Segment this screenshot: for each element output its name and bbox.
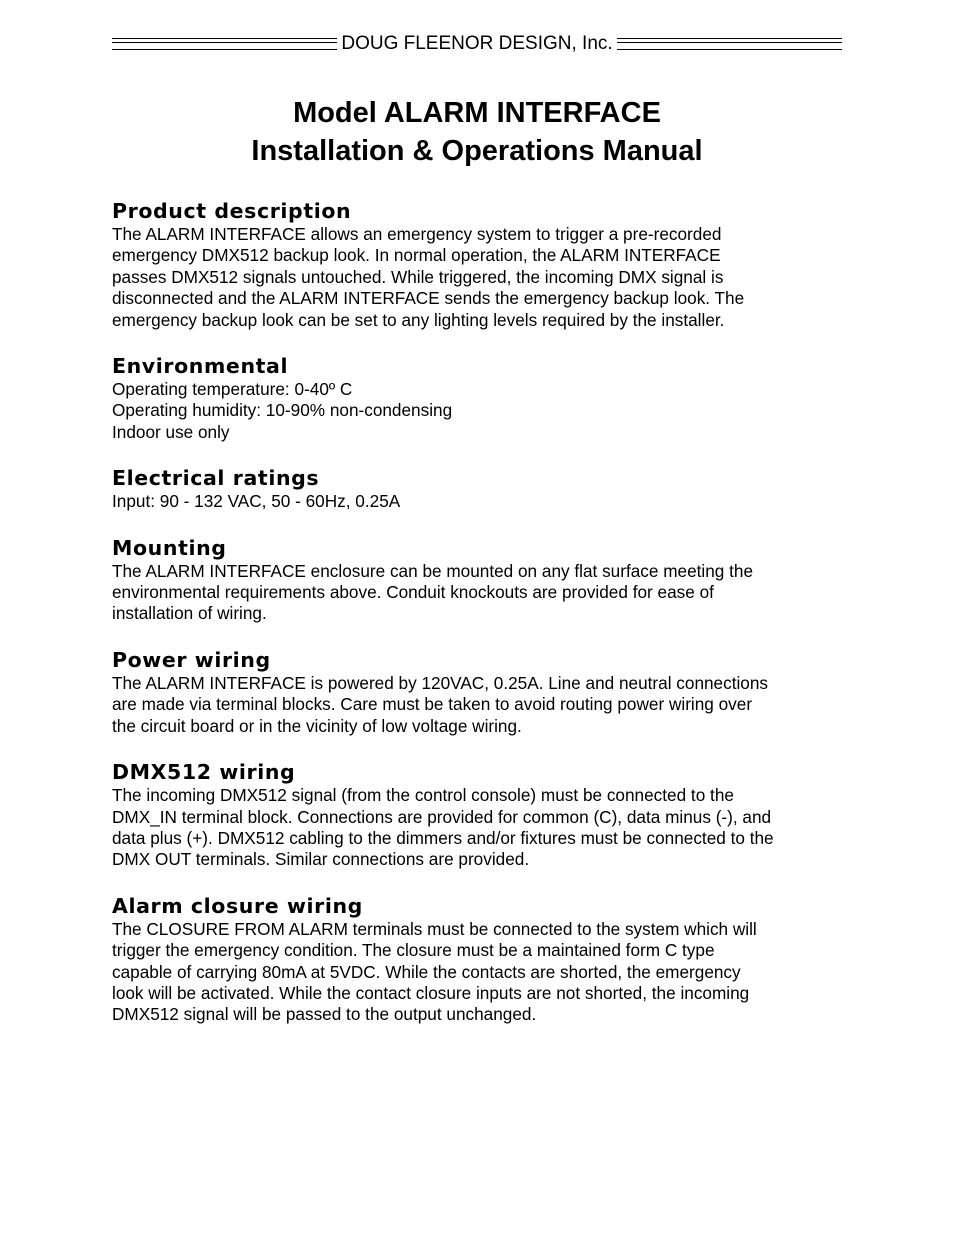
section-body [112, 491, 842, 512]
body-line: Operating humidity: 10-90% non-condensing [112, 400, 453, 421]
body-line: capable of carrying 80mA at 5VDC. While the contacts are shorted, the emergency [112, 961, 741, 982]
body-line: disconnected and the ALARM INTERFACE sends the emergency backup look. The [112, 288, 745, 309]
body-line: Operating temperature: 0-40º C [112, 379, 353, 400]
body-line: installation of wiring. [112, 603, 267, 624]
body-line: DMX OUT terminals. Similar connections are provided. [112, 849, 530, 870]
section-body [112, 919, 842, 1026]
body-line: data plus (+). DMX512 cabling to the dimmers and/or fixtures must be connected to the [112, 827, 774, 848]
body-line: The incoming DMX512 signal (from the control console) must be connected to the [112, 785, 734, 806]
document-page [112, 30, 842, 1026]
body-line: The ALARM INTERFACE enclosure can be mounted on any flat surface meeting the [112, 560, 754, 581]
section-heading: Electrical ratings [112, 466, 320, 491]
section-body [112, 561, 842, 625]
body-line: DMX512 signal will be passed to the output unchanged. [112, 1004, 537, 1025]
body-line: Indoor use only [112, 421, 230, 442]
section-heading: Product description [112, 199, 352, 223]
section-body [112, 224, 842, 331]
section-body [112, 673, 842, 737]
body-line: trigger the emergency condition. The closure must be a maintained form C type [112, 940, 715, 961]
body-line: are made via terminal blocks. Care must be taken to avoid routing power wiring over [112, 694, 753, 715]
body-line: the circuit board or in the vicinity of low voltage wiring. [112, 715, 522, 736]
company-name: DOUG FLEENOR DESIGN, Inc. [341, 33, 613, 54]
body-line: The ALARM INTERFACE is powered by 120VAC, 0.25A. Line and neutral connections [112, 672, 769, 693]
page-header [112, 30, 842, 58]
section-body [112, 379, 842, 443]
section-heading: Environmental [112, 354, 289, 379]
body-line: DMX_IN terminal block. Connections are provided for common (C), data minus (-), and [112, 806, 772, 827]
section-heading: Mounting [112, 535, 227, 560]
title-line-2: Installation & Operations Manual [251, 135, 703, 167]
body-line: emergency DMX512 backup look. In normal operation, the ALARM INTERFACE [112, 245, 721, 266]
body-line: The ALARM INTERFACE allows an emergency system to trigger a pre-recorded [112, 224, 722, 244]
section [112, 198, 842, 331]
body-line: look will be activated. While the contact closure inputs are not shorted, the incoming [112, 982, 750, 1003]
section-heading: Alarm closure wiring [112, 893, 363, 918]
document-title [112, 94, 842, 170]
body-line: passes DMX512 signals untouched. While triggered, the incoming DMX signal is [112, 266, 724, 287]
section-heading: Power wiring [112, 647, 271, 672]
section [112, 893, 842, 1026]
body-line: The CLOSURE FROM ALARM terminals must be connected to the system which will [112, 918, 757, 939]
header-rule-right [617, 38, 842, 50]
body-line: emergency backup look can be set to any lighting levels required by the installer. [112, 309, 725, 330]
body-line: Input: 90 - 132 VAC, 50 - 60Hz, 0.25A [112, 491, 401, 512]
section-body [112, 785, 842, 871]
section [112, 353, 842, 443]
header-rule-left [112, 38, 337, 50]
section [112, 647, 842, 737]
section [112, 759, 842, 871]
body-line: environmental requirements above. Conduit knockouts are provided for ease of [112, 582, 714, 603]
section [112, 465, 842, 512]
section [112, 535, 842, 625]
sections-container [112, 198, 842, 1026]
section-heading: DMX512 wiring [112, 760, 296, 785]
title-line-1: Model ALARM INTERFACE [293, 97, 661, 129]
